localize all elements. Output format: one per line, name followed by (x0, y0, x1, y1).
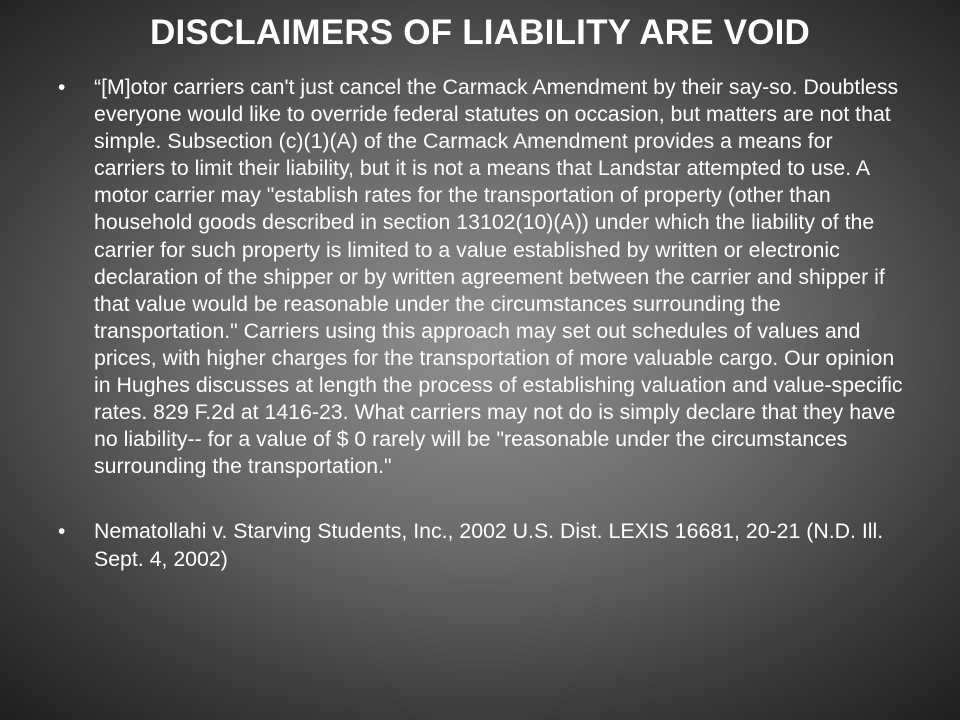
bullet-item-quote (58, 74, 904, 480)
slide-title: DISCLAIMERS OF LIABILITY ARE VOID (150, 13, 810, 52)
citation-text: Nematollahi v. Starving Students, Inc., 2002 U.S. Dist. LEXIS 16681, 20-21 (N.D. Ill. Sept. 4, 2002) (94, 519, 884, 571)
bullet-item-citation (58, 518, 904, 572)
quote-text: “[M]otor carriers can't just cancel the Carmack Amendment by their say-so. Doubtless everyone would like to override federal statutes on occasion, but matters are not that simple. Subsection (c)(1)(A) of the Carmack Amendment provides a means for carriers to limit their liability, but it is not a means that Landstar attempted to use. A motor carrier may "establish rates for the transportation of property (other than household goods described in section 13102(10)(A)) under which the liability of the carrier for such property is limited to a value established by written or electronic declaration of the shipper or by written agreement between the carrier and shipper if that value would be reasonable under the circumstances surrounding the transportation." Carriers using this approach may set out schedules of values and prices, with higher charges for the transportation of more valuable cargo. Our opinion in Hughes discusses at length the process of establishing valuation and value-specific rates. 829 F.2d at 1416-23. What carriers may not do is simply declare that they have no liability-- for a value of $ 0 rarely will be "reasonable under the circumstances surrounding the transportation." (94, 75, 903, 479)
bullet-icon: • (58, 520, 66, 544)
bullet-list (58, 74, 904, 573)
bullet-icon: • (58, 76, 66, 99)
